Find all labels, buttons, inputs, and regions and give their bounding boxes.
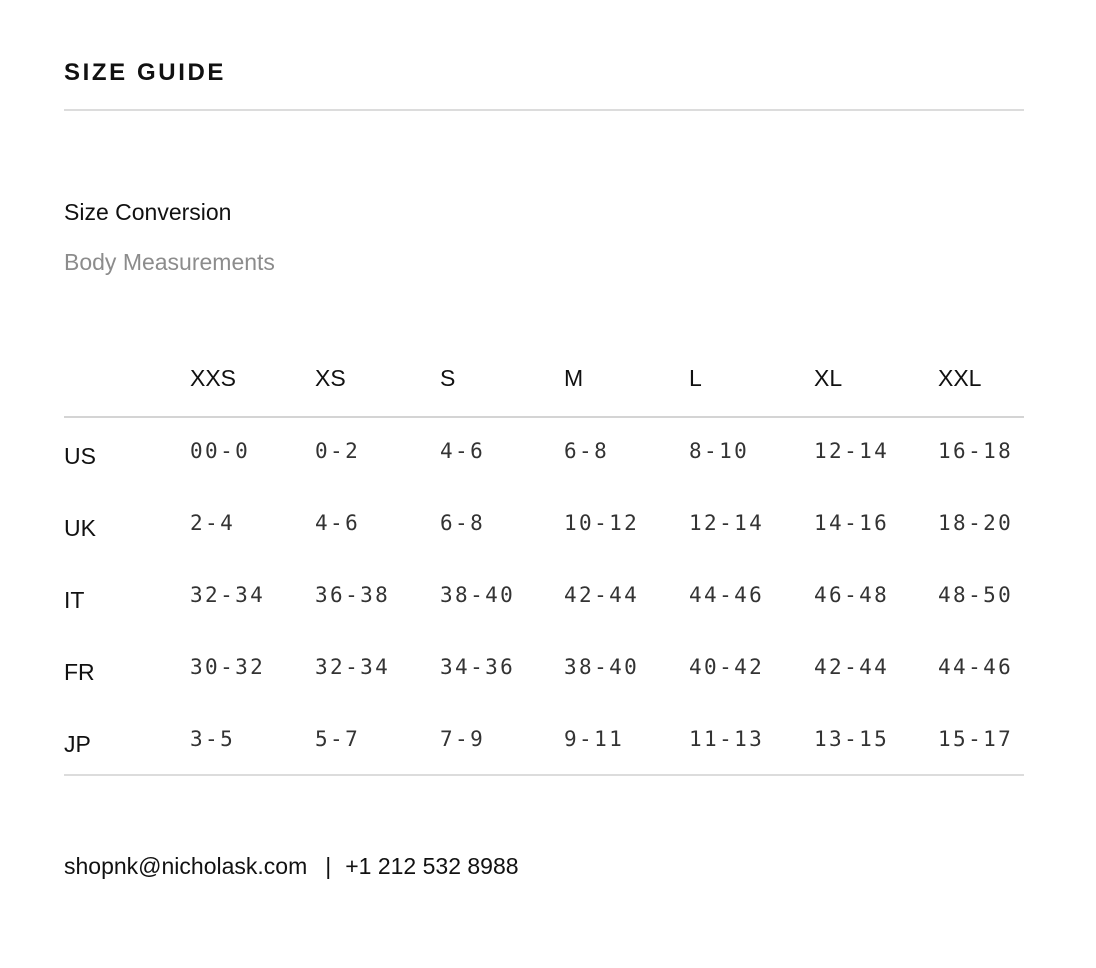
contact-phone-link[interactable]: +1 212 532 8988 [345,853,519,879]
size-cell: 11-13 [689,727,765,751]
size-cell: 14-16 [814,511,890,535]
contact-email-link[interactable]: shopnk@nicholask.com [64,853,308,879]
size-cell: 12-14 [814,439,890,463]
size-cell: 44-46 [938,655,1014,679]
row-label: UK [64,515,96,541]
size-cell: 9-11 [564,727,625,751]
column-header-l: L [689,365,702,391]
size-cell: 42-44 [814,655,890,679]
column-header-m: M [564,365,584,391]
size-cell: 44-46 [689,583,765,607]
title-divider [64,109,1024,111]
page-title: SIZE GUIDE [64,59,227,86]
column-header-xxl: XXL [938,365,982,391]
size-cell: 15-17 [938,727,1014,751]
size-cell: 48-50 [938,583,1014,607]
size-cell: 34-36 [440,655,516,679]
size-cell: 8-10 [689,439,750,463]
size-cell: 32-34 [315,655,391,679]
size-cell: 13-15 [814,727,890,751]
column-header-xxs: XXS [190,365,237,391]
table-header-row [64,352,1024,418]
size-cell: 00-0 [190,439,251,463]
row-label: IT [64,587,85,613]
tab-size-conversion[interactable]: Size Conversion [64,199,232,225]
size-cell: 6-8 [564,439,610,463]
size-cell: 38-40 [440,583,516,607]
column-header-s: S [440,365,456,391]
column-header-xs: XS [315,365,346,391]
tab-body-measurements[interactable]: Body Measurements [64,249,275,275]
table-bottom-divider [64,774,1024,776]
row-label: JP [64,731,91,757]
table-row-jp [64,706,1024,778]
size-cell: 40-42 [689,655,765,679]
size-cell: 36-38 [315,583,391,607]
column-header-xl: XL [814,365,843,391]
row-label: US [64,443,96,469]
size-cell: 16-18 [938,439,1014,463]
contact-line [64,852,519,880]
size-cell: 2-4 [190,511,236,535]
size-cell: 3-5 [190,727,236,751]
size-cell: 12-14 [689,511,765,535]
size-cell: 46-48 [814,583,890,607]
table-row-uk [64,490,1024,562]
size-conversion-table [64,352,1024,778]
row-label: FR [64,659,95,685]
size-cell: 4-6 [315,511,361,535]
size-cell: 7-9 [440,727,486,751]
size-cell: 18-20 [938,511,1014,535]
size-cell: 32-34 [190,583,266,607]
size-cell: 38-40 [564,655,640,679]
contact-separator: | [325,853,332,879]
size-cell: 0-2 [315,439,361,463]
size-cell: 6-8 [440,511,486,535]
size-cell: 4-6 [440,439,486,463]
size-cell: 5-7 [315,727,361,751]
table-row-us [64,418,1024,490]
size-cell: 30-32 [190,655,266,679]
table-row-fr [64,634,1024,706]
size-cell: 42-44 [564,583,640,607]
table-row-it [64,562,1024,634]
size-cell: 10-12 [564,511,640,535]
